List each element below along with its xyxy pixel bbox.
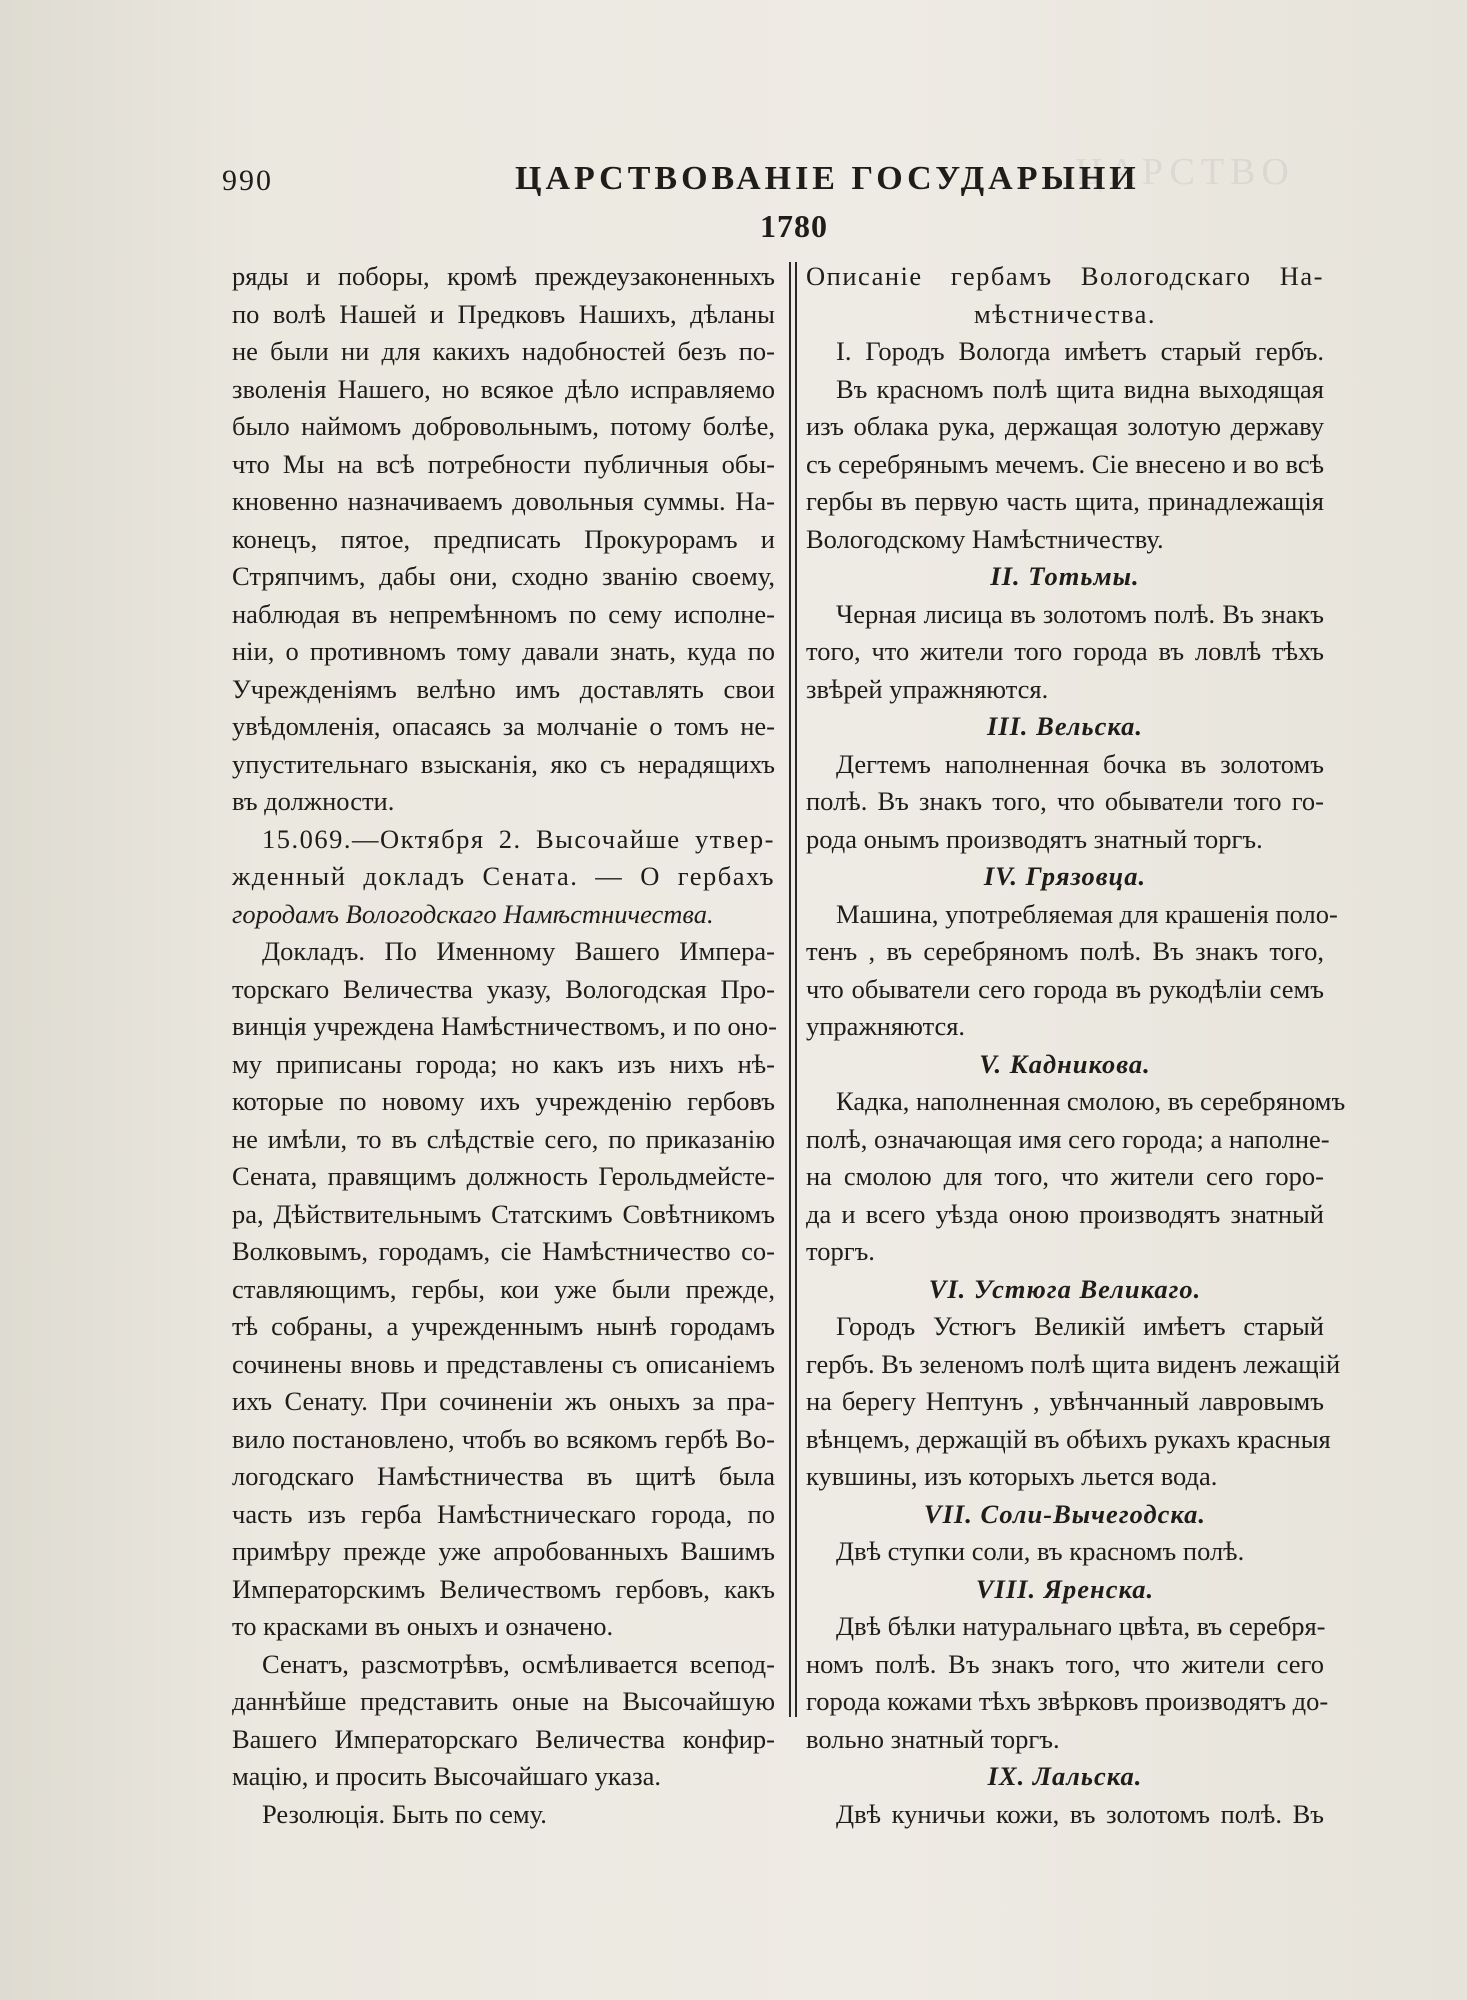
left-column-line: что Мы на всѣ потребности публичныя обы-: [232, 448, 775, 479]
left-column-line: наблюдая въ непремѣнномъ по сему исполне-: [232, 598, 775, 629]
left-column-line: Стряпчимъ, дабы они, сходно званію своему,: [232, 561, 775, 591]
right-column-line: Кадка, наполненная смолою, въ серебряномъ: [836, 1086, 1346, 1116]
right-column-line: полѣ, означающая имя сего города; а наполне-: [806, 1123, 1330, 1154]
right-column-line: полѣ. Въ знакъ того, что обыватели того го-: [806, 786, 1324, 816]
left-column-line: въ должности.: [232, 786, 395, 816]
right-column-line: на смолою для того, что жители сего горо-: [806, 1161, 1324, 1191]
right-column-line: гербы въ первую часть щита, принадлежащія: [806, 486, 1324, 516]
right-column-line: кувшины, изъ которыхъ льется вода.: [806, 1461, 1218, 1491]
left-column-line: увѣдомленія, опасаясь за молчаніе о томъ не-: [232, 711, 775, 741]
right-column-line: Двѣ бѣлки натуральнаго цвѣта, въ серебря-: [836, 1611, 1326, 1641]
right-column-line: тенъ , въ серебряномъ полѣ. Въ знакъ того,: [806, 936, 1324, 966]
left-column-line: винція учреждена Намѣстничествомъ, и по оно-: [232, 1011, 777, 1041]
left-column-line: упустительнаго взысканія, яко съ нерадящихъ: [232, 748, 775, 779]
left-column-line: по волѣ Нашей и Предковъ Нашихъ, дѣланы: [232, 298, 775, 329]
left-column-line: ніи, о противномъ тому давали знать, куда по: [232, 636, 775, 666]
right-column-line: IX. Лальска.: [987, 1761, 1143, 1791]
right-column-line: упражняются.: [806, 1011, 966, 1041]
right-column-line: II. Тотьмы.: [990, 561, 1140, 591]
right-column-line: города кожами тѣхъ звѣрковъ производятъ до-: [806, 1686, 1329, 1716]
right-column-line: звѣрей упражняются.: [806, 673, 1049, 704]
left-column-line: му приписаны города; но какъ изъ нихъ нѣ-: [232, 1048, 775, 1079]
right-column-line: IV. Грязовца.: [983, 861, 1147, 891]
right-column-line: мѣстничества.: [973, 298, 1156, 329]
left-column-line: мацію, и просить Высочайшаго указа.: [232, 1761, 661, 1791]
left-column-line: кновенно назначиваемъ довольныя суммы. На-: [232, 486, 775, 516]
left-column-line: Волковымъ, городамъ, сіе Намѣстничество со-: [232, 1236, 775, 1266]
right-column-line: Черная лисица въ золотомъ полѣ. Въ знакъ: [836, 598, 1324, 629]
right-column-line: рода онымъ производятъ знатный торгъ.: [806, 823, 1263, 854]
right-column-line: гербъ. Въ зеленомъ полѣ щита виденъ лежащій: [806, 1348, 1341, 1379]
right-column-line: Дегтемъ наполненная бочка въ золотомъ: [836, 748, 1324, 779]
right-column-line: III. Вельска.: [986, 711, 1144, 741]
right-column-line: VII. Соли-Вычегодска.: [923, 1498, 1207, 1529]
right-column-line: съ серебрянымъ мечемъ. Сіе внесено и во всѣ: [806, 448, 1324, 479]
left-column-line: ра, Дѣйствительнымъ Статскимъ Совѣтникомъ: [232, 1198, 775, 1229]
year-heading: 1780: [760, 208, 828, 244]
left-column-line: часть изъ герба Намѣстническаго города, по: [232, 1498, 775, 1529]
bleed-through-text: ЦАРСТВО: [1075, 151, 1295, 193]
right-column-line: что обыватели сего города въ рукодѣліи семъ: [806, 973, 1324, 1004]
left-column-line: конецъ, пятое, предписать Прокурорамъ и: [232, 523, 775, 554]
right-column-line: Машина, употребляемая для крашенія поло-: [836, 898, 1338, 929]
left-column-line: ихъ Сенату. При сочиненіи жъ оныхъ за пра-: [232, 1386, 775, 1416]
left-column-line: которые по новому ихъ учрежденію гербовъ: [232, 1086, 775, 1116]
left-column-line: было наймомъ добровольнымъ, потому болѣе,: [232, 411, 775, 441]
left-column-line: Учрежденіямъ велѣно имъ доставлять свои: [232, 673, 775, 704]
left-column-line: вило постановлено, чтобъ во всякомъ гербѣ Во-: [232, 1423, 775, 1454]
left-column: [232, 258, 775, 1833]
right-column-line: Двѣ ступки соли, въ красномъ полѣ.: [836, 1536, 1245, 1566]
left-column-line: тѣ собраны, а учрежденнымъ нынѣ городамъ: [232, 1311, 775, 1341]
right-column-line: торгъ.: [806, 1236, 875, 1266]
left-column-line: 15.069.—Октября 2. Высочайше утвер-: [262, 823, 775, 854]
right-column-line: Городъ Устюгъ Великій имѣетъ старый: [836, 1311, 1324, 1341]
left-column-line: не были ни для какихъ надобностей безъ по-: [232, 336, 775, 366]
left-column-line: сочинены вновь и представлены съ описаніемъ: [232, 1348, 775, 1379]
left-column-line: Вашего Императорскаго Величества конфир-: [232, 1723, 775, 1754]
left-column-line: Императорскимъ Величествомъ гербовъ, какъ: [232, 1573, 775, 1604]
right-column-line: Въ красномъ полѣ щита видна выходящая: [836, 373, 1324, 404]
right-column-line: на берегу Нептунъ , увѣнчанный лавровымъ: [806, 1386, 1324, 1416]
left-column-line: зволенія Нашего, но всякое дѣло исправляемо: [232, 373, 775, 404]
left-column-line: примѣру прежде уже апробованныхъ Вашимъ: [232, 1536, 775, 1566]
left-column-line: торскаго Величества указу, Вологодская Про-: [232, 973, 775, 1004]
right-column: [806, 258, 1346, 1833]
right-column-line: Описаніе гербамъ Вологодскаго На-: [806, 261, 1324, 291]
right-column-line: I. Городъ Вологда имѣетъ старый гербъ.: [836, 336, 1324, 366]
left-column-line: ряды и поборы, кромѣ преждеузаконенныхъ: [232, 261, 775, 291]
right-column-line: вѣнцемъ, держащій въ обѣихъ рукахъ красныя: [806, 1423, 1331, 1454]
right-column-line: V. Кадникова.: [979, 1048, 1151, 1079]
page-number: 990: [222, 164, 273, 197]
right-column-line: да и всего уѣзда оною производятъ знатный: [806, 1198, 1324, 1229]
column-divider: [789, 262, 797, 1717]
left-column-line: городамъ Вологодскаго Намѣстничества.: [232, 898, 714, 929]
right-column-line: вольно знатный торгъ.: [806, 1723, 1060, 1754]
right-column-line: того, что жители того города въ ловлѣ тѣхъ: [806, 636, 1324, 666]
left-column-line: логодскаго Намѣстничества въ щитѣ была: [232, 1461, 775, 1491]
left-column-line: Сената, правящимъ должность Герольдмейсте-: [232, 1161, 775, 1191]
running-head: ЦАРСТВОВАНIЕ ГОСУДАРЫНИ: [515, 160, 1140, 197]
right-column-line: Двѣ куничьи кожи, въ золотомъ полѣ. Въ: [836, 1798, 1324, 1829]
left-column-line: Докладъ. По Именному Вашего Импера-: [262, 936, 775, 966]
right-column-line: номъ полѣ. Въ знакъ того, что жители сего: [806, 1648, 1324, 1679]
left-column-line: ставляющимъ, гербы, кои уже были прежде,: [232, 1273, 775, 1304]
left-column-line: то красками въ оныхъ и означено.: [232, 1611, 614, 1641]
left-column-line: жденный докладъ Сената. — О гербахъ: [232, 861, 775, 891]
left-column-line: Сенатъ, разсмотрѣвъ, осмѣливается всепод-: [262, 1648, 775, 1679]
left-column-line: Резолюція. Быть по сему.: [262, 1798, 547, 1829]
right-column-line: VIII. Яренска.: [975, 1573, 1155, 1604]
right-column-line: Вологодскому Намѣстничеству.: [806, 523, 1164, 554]
left-column-line: не имѣли, то въ слѣдствіе сего, по приказанію: [232, 1123, 775, 1154]
right-column-line: изъ облака рука, держащая золотую державу: [806, 411, 1324, 441]
right-column-line: VI. Устюга Великаго.: [928, 1273, 1202, 1304]
left-column-line: даннѣйше представить оные на Высочайшую: [232, 1686, 775, 1716]
